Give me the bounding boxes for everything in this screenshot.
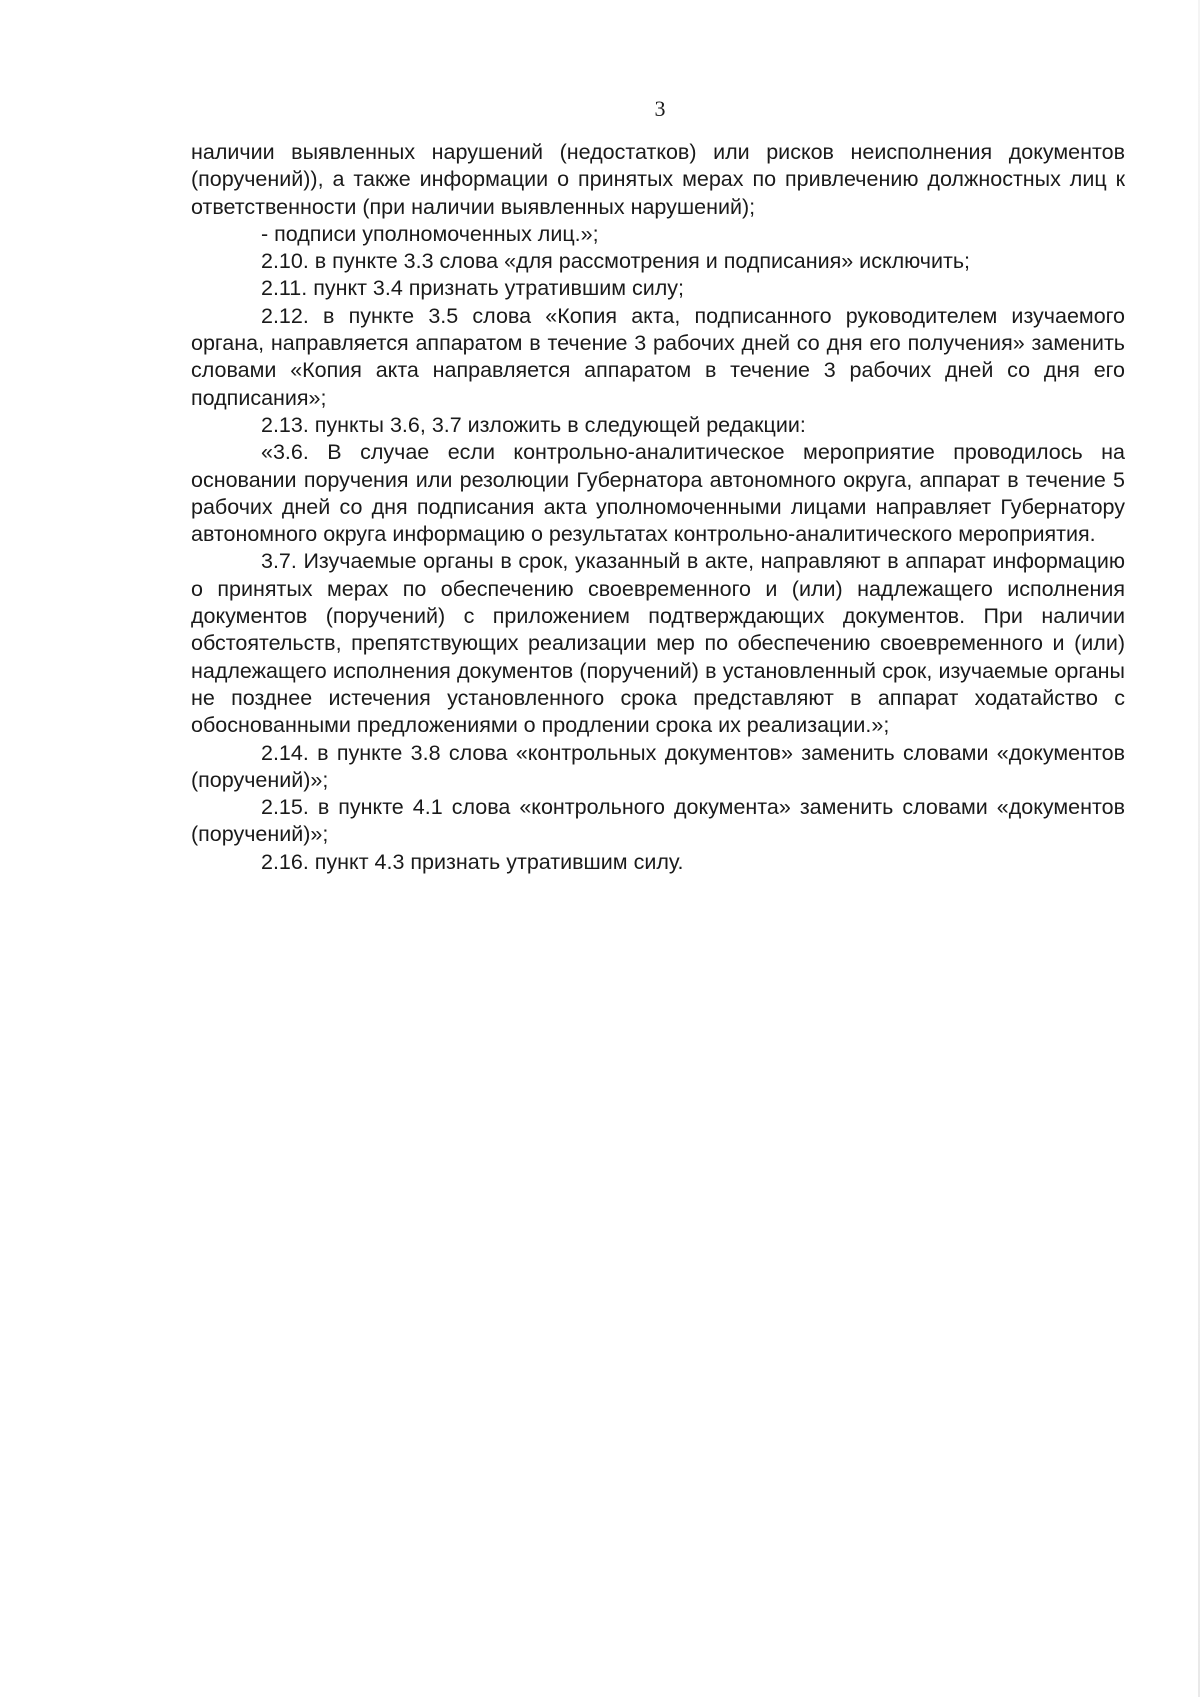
paragraph-2-13: 2.13. пункты 3.6, 3.7 изложить в следующей редакции: — [261, 412, 806, 437]
paragraph-2-12: 2.12. в пункте 3.5 слова «Копия акта, подписанного руководителем изучаемого органа, направляется аппаратом в течение 3 рабочих дней со дня его получения» заменить словами «Копия акта направляется аппаратом в течение 3 рабочих дней со дня его подписания»; — [191, 303, 1125, 410]
paragraph-2-10: 2.10. в пункте 3.3 слова «для рассмотрения и подписания» исключить; — [261, 249, 971, 274]
paragraph-2-16: 2.16. пункт 4.3 признать утратившим силу. — [261, 849, 684, 874]
document-body — [191, 139, 1125, 876]
page-number: 3 — [654, 96, 666, 121]
paragraph-continuation: наличии выявленных нарушений (недостатков) или рисков неисполнения документов (поручений)), а также информации о принятых мерах по привлечению должностных лиц к ответственности (при наличии выявленных нарушений); — [191, 140, 1125, 219]
paragraph-2-15: 2.15. в пункте 4.1 слова «контрольного документа» заменить словами «документов (поручений)»; — [191, 795, 1125, 847]
paragraph-signatures: - подписи уполномоченных лиц.»; — [261, 221, 599, 246]
paragraph-3-6: «3.6. В случае если контрольно-аналитическое мероприятие проводилось на основании поручения или резолюции Губернатора автономного округа, аппарат в течение 5 рабочих дней со дня подписания акта уполномоченными лицами направляет Губернатору автономного округа информацию о результатах контрольно-аналитического мероприятия. — [191, 440, 1125, 547]
paragraph-2-11: 2.11. пункт 3.4 признать утратившим силу; — [261, 276, 684, 301]
paragraph-2-14: 2.14. в пункте 3.8 слова «контрольных документов» заменить словами «документов (поручений)»; — [191, 740, 1125, 792]
paragraph-3-7: 3.7. Изучаемые органы в срок, указанный в акте, направляют в аппарат информацию о принятых мерах по обеспечению своевременного и (или) надлежащего исполнения документов (поручений) с приложением подтверждающих документов. При наличии обстоятельств, препятствующих реализации мер по обеспечению своевременного и (или) надлежащего исполнения документов (поручений) в установленный срок, изучаемые органы не позднее истечения установленного срока представляют в аппарат ходатайство с обоснованными предложениями о продлении срока их реализации.»; — [191, 549, 1125, 738]
